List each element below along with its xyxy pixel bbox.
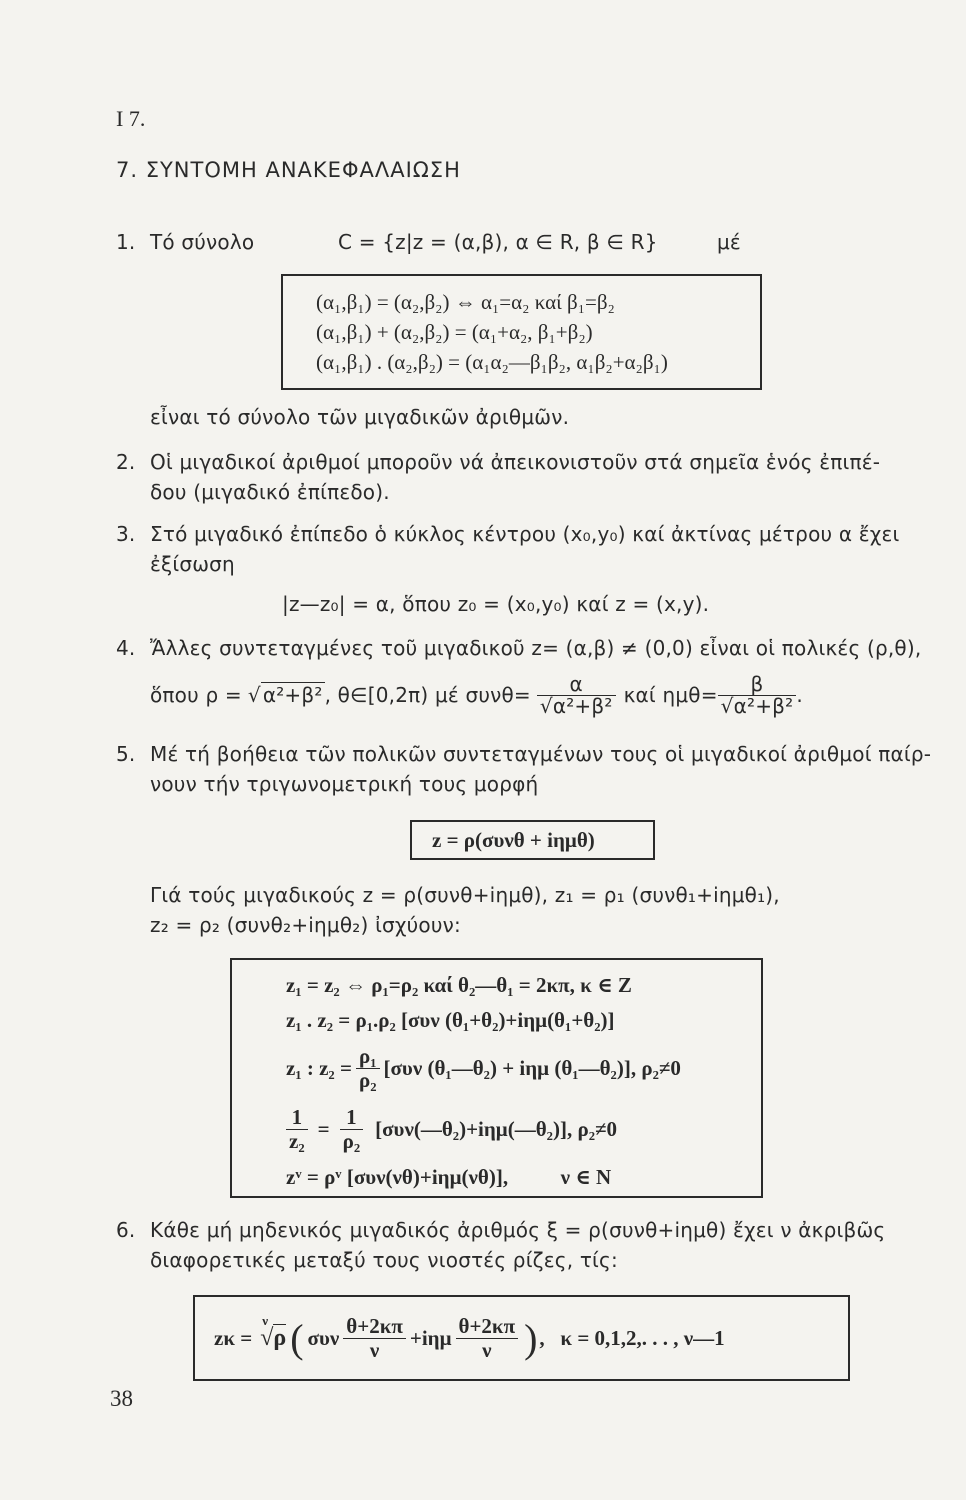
product-property: z₁ . z₂ = ρ₁.ρ₂ [συν (θ₁+θ₂)+iημ(θ₁+θ₂)] [286,1008,615,1032]
sum-definition: (α₁,β₁) + (α₂,β₂) = (α₁+α₂, β₁+β₂) [316,320,593,344]
rho-fraction [356,1045,380,1090]
formula-rhs: [συν(—θ₂)+iημ(—θ₂)], ρ₂≠0 [375,1116,618,1141]
denominator: z₂ [286,1129,308,1152]
item-text: δου (μιγαδικό ἐπίπεδο). [150,480,390,504]
denominator: √α²+β² [718,695,797,717]
numerator: θ+2κπ [458,1314,516,1339]
item-text: z₂ = ρ₂ (συνθ₂+iημθ₂) ἰσχύουν: [150,913,461,937]
item-text: , θ∈[0,2π) μέ συνθ= [324,683,531,707]
item-number: 4. [116,636,136,660]
item-text: Τό σύνολο [150,230,255,254]
numerator: α [569,671,583,696]
item-text: Μέ τή βοήθεια τῶν πολικῶν συντεταγμένων τους οἱ μιγαδικοί ἀριθμοί παίρ- [150,742,932,766]
radicand: α²+β² [552,693,613,718]
item-text: Ἄλλες συντεταγμένες τοῦ μιγαδικοῦ z= (α,β) ≠ (0,0) εἶναι οἱ πολικές (ρ,θ), [150,636,922,660]
item-text: ἐξίσωση [150,552,235,576]
angle-fraction [456,1315,519,1360]
item-number: 5. [116,742,136,766]
item-text: Οἱ μιγαδικοί ἀριθμοί μποροῦν νά ἀπεικονιστοῦν στά σημεῖα ἑνός ἐπιπέ- [150,450,881,474]
denominator: ν [343,1338,406,1361]
numerator: 1 [346,1105,357,1130]
denominator: √α²+β² [537,695,616,717]
denominator: ρ₂ [356,1068,380,1091]
denominator: ρ₂ [340,1129,364,1152]
item-text: εἶναι τό σύνολο τῶν μιγαδικῶν ἀριθμῶν. [150,405,570,429]
sin-fraction [718,671,797,718]
chapter-label: Ι 7. [116,106,146,131]
equality-definition: (α₁,β₁) = (α₂,β₂) ⇔ α₁=α₂ καί β₁=β₂ [316,290,615,314]
numerator: β [750,671,764,696]
set-definition: C = {z|z = (α,β), α ∈ R, β ∈ R} [338,230,658,254]
formula-lhs: zκ = [214,1325,253,1350]
period: . [796,683,803,707]
angle-fraction [343,1315,406,1360]
right-paren: ) [524,1315,538,1361]
item-text-suffix: μέ [717,230,741,254]
cos-fraction [537,671,616,718]
item-text: ὅπου ρ = [150,683,242,707]
reciprocal-rho-fraction [340,1106,364,1151]
item-number: 1. [116,230,136,254]
radicand: α²+β² [733,693,794,718]
item-number: 2. [116,450,136,474]
roots-formula [214,1308,725,1368]
formula-lhs: z₁ : z₂ = [286,1055,352,1080]
formula-rhs: [συν (θ₁—θ₂) + iημ (θ₁—θ₂)], ρ₂≠0 [383,1055,681,1080]
root-index: ν [262,1312,269,1328]
numerator: θ+2κπ [346,1314,403,1339]
item-text: διαφορετικές μεταξύ τους νιοστές ρίζες, τίς: [150,1248,618,1272]
item-text: Κάθε μή μηδενικός μιγαδικός ἀριθμός ξ = ρ(συνθ+iημθ) ἔχει ν ἀκριβῶς [150,1218,886,1242]
item-number: 6. [116,1218,136,1242]
section-title: 7. ΣΥΝΤΟΜΗ ΑΝΑΚΕΦΑΛΑΙΩΣΗ [116,158,461,182]
item-text: καί ημθ= [623,683,718,707]
numerator: 1 [291,1105,303,1130]
index-range: , κ = 0,1,2,. . . , ν—1 [539,1325,725,1350]
left-paren: ( [290,1315,304,1361]
item-text: Στό μιγαδικό ἐπίπεδο ὁ κύκλος κέντρου (x₀,y₀) καί ἀκτίνας μέτρου α ἔχει [150,522,900,546]
modulus-root: √ α²+β² [247,683,323,707]
quotient-property [286,1042,681,1094]
page-number: 38 [110,1386,133,1411]
item-text: Γιά τούς μιγαδικούς z = ρ(συνθ+iημθ), z₁ = ρ₁ (συνθ₁+iημθ₁), [150,883,780,907]
product-definition: (α₁,β₁) . (α₂,β₂) = (α₁α₂—β₁β₂, α₁β₂+α₂β₁) [316,350,668,374]
trig-form: z = ρ(συνθ + iημθ) [432,828,595,852]
polar-coordinates [150,668,803,722]
de-moivre-property: zᵛ = ρᵛ [συν(νθ)+iημ(νθ)], ν ∈ N [286,1165,612,1189]
nth-root: ν √ρ [260,1312,287,1351]
cos-label: συν [307,1325,340,1350]
circle-equation: |z—z₀| = α, ὅπου z₀ = (x₀,y₀) καί z = (x,y). [282,592,710,616]
radicand: α²+β² [262,683,323,707]
item-number: 3. [116,522,136,546]
numerator: ρ₁ [358,1044,377,1069]
item-text: νουν τήν τριγωνομετρική τους μορφή [150,772,539,796]
radicand: ρ [273,1324,287,1351]
denominator: ν [456,1338,519,1361]
sin-label: +iημ [409,1325,452,1350]
reciprocal-property [286,1102,617,1156]
equality-property: z₁ = z₂ ⇔ ρ₁=ρ₂ καί θ₂—θ₁ = 2κπ, κ ∈ Z [286,973,632,997]
reciprocal-fraction [286,1106,308,1151]
equals-sign: = [317,1116,330,1141]
